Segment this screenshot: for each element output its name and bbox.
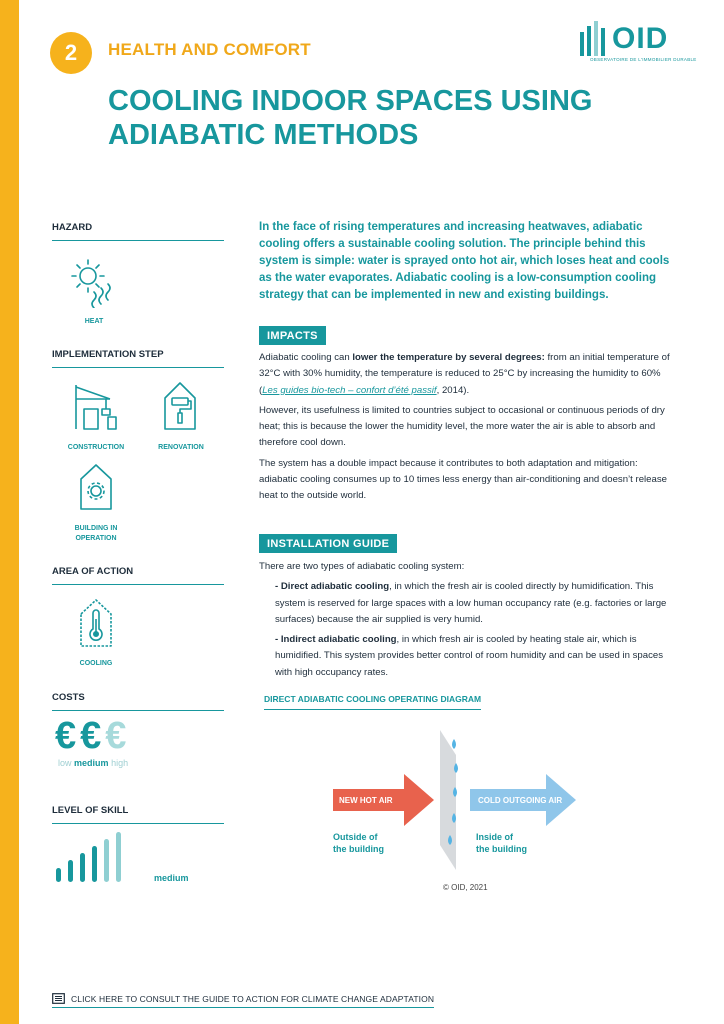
cost-rating [55, 715, 130, 758]
renovation-label: RENOVATION [158, 444, 204, 451]
impacts-heading: IMPACTS [259, 326, 326, 345]
cost-levels [58, 758, 128, 768]
cost-level-low: low [58, 758, 72, 768]
page-title [108, 84, 668, 152]
skill-bar-1 [56, 868, 61, 882]
wall-shape [440, 730, 456, 870]
level-of-skill-heading: LEVEL OF SKILL [52, 805, 224, 824]
impacts-paragraph-3: The system has a double impact because it contributes to both adaptation and mitigation: adiabatic cooling consumes up to 10 times less energy than air-conditioning and doesn’t release heat to the outside world. [259, 457, 667, 502]
inside-building-label: Inside of the building [476, 832, 527, 854]
sun-heat-icon [64, 256, 122, 308]
skill-level-label: medium [154, 873, 189, 883]
skill-bar-3 [80, 853, 85, 882]
cost-euro-1: € [55, 715, 77, 757]
book-icon [52, 993, 65, 1004]
climate-guide-link[interactable] [52, 993, 434, 1008]
area-of-action-heading: AREA OF ACTION [52, 566, 224, 585]
guide-item-direct: - Direct adiabatic cooling, in which the fresh air is cooled directly by humidification. This system is reserved for large spaces with a low human occupancy rate (e.g. factories or large surfaces) because the air supplied is very humid. [275, 581, 667, 625]
diagram-copyright: © OID, 2021 [443, 883, 488, 892]
skill-bar-6 [116, 832, 121, 882]
costs-heading: COSTS [52, 692, 224, 711]
skill-bar-2 [68, 860, 73, 882]
cold-air-label: COLD OUTGOING AIR [478, 796, 563, 805]
crane-building-icon [70, 381, 122, 431]
title-line-1: COOLING INDOOR SPACES USING [108, 85, 593, 117]
cooling-label: COOLING [79, 660, 113, 667]
skill-level-bars [56, 832, 136, 882]
building-in-operation-label: BUILDING IN OPERATION [74, 525, 118, 542]
construction-label: CONSTRUCTION [67, 444, 125, 451]
skill-bar-5 [104, 839, 109, 882]
yellow-side-bar [0, 0, 19, 1024]
impacts-paragraph-2: However, its usefulness is limited to countries subject to occasional or continuous periods of dry heat; this is because the lower the humidity level, the more water the air is able to absorb and therefore cool down. [259, 404, 665, 449]
thermometer-house-icon [78, 597, 114, 649]
installation-guide-heading: INSTALLATION GUIDE [259, 534, 397, 553]
outside-building-label: Outside of the building [333, 832, 384, 854]
cost-euro-3: € [105, 715, 127, 757]
intro-paragraph: In the face of rising temperatures and increasing heatwaves, adiabatic cooling offers a sustainable cooling solution. The principle behind this system is simple: water is sprayed onto hot air, which loses heat and cools as the water evaporates. Adiabatic cooling is a low-consumption cooling strategy that can be implemented in new and existing buildings. [259, 221, 670, 301]
hazard-heading: HAZARD [52, 222, 224, 241]
climate-guide-link-text[interactable]: CLICK HERE TO CONSULT THE GUIDE TO ACTION FOR CLIMATE CHANGE ADAPTATION [71, 993, 435, 1004]
hazard-heat-label: HEAT [84, 318, 104, 325]
title-line-2: ADIABATIC METHODS [108, 119, 419, 151]
paint-roller-house-icon [162, 380, 198, 432]
guide-item-indirect: - Indirect adiabatic cooling, in which fresh air is cooled by heating stale air, which is humidified. This system provides better control of room humidity and can be used in spaces with high occupancy rates. [275, 634, 664, 678]
guide-intro: There are two types of adiabatic cooling system: [259, 561, 465, 572]
logo-tagline: OBSERVATOIRE DE L'IMMOBILIER DURABLE [590, 57, 697, 62]
skill-bar-4 [92, 846, 97, 882]
chapter-label: HEALTH AND COMFORT [108, 40, 311, 59]
cost-euro-2: € [80, 715, 102, 757]
implementation-heading: IMPLEMENTATION STEP [52, 349, 224, 368]
hot-air-label: NEW HOT AIR [339, 796, 393, 805]
impacts-body [259, 350, 673, 509]
chapter-number-badge: 2 [50, 32, 92, 74]
installation-guide-body [259, 559, 673, 685]
gear-house-icon [78, 462, 114, 512]
cost-level-medium: medium [74, 758, 109, 768]
bio-tech-guide-link[interactable]: Les guides bio-tech – confort d’été passif [262, 384, 437, 396]
logo-text: OID [612, 22, 669, 55]
cost-level-high: high [111, 758, 129, 768]
diagram-title: DIRECT ADIABATIC COOLING OPERATING DIAGRAM [264, 694, 481, 710]
impacts-paragraph-1: Adiabatic cooling can lower the temperature by several degrees: from an initial temperature of 32°C with 30% humidity, the temperature is reduced to 25°C by increasing the humidity to 60% (Les guides bio-tech – confort d’été passif, 2014). [259, 352, 670, 396]
